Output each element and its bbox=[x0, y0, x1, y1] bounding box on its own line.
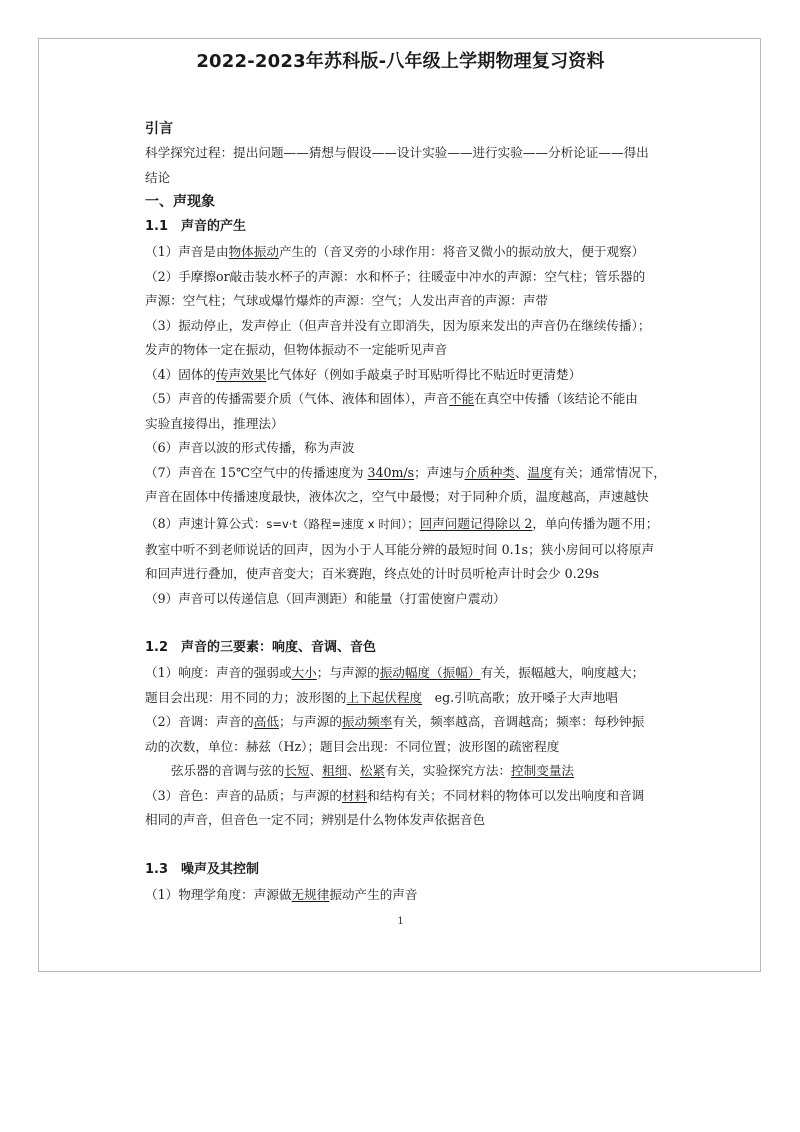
text-line: 实验直接得出，推理法） bbox=[145, 415, 284, 431]
text-span: ；声速与 bbox=[414, 464, 465, 480]
text-span: 、 bbox=[514, 464, 528, 480]
text-span: （1）响度：声音的强弱或 bbox=[145, 665, 292, 680]
text-span: 在真空中传播（该结论不能由 bbox=[474, 391, 638, 406]
text-span: （1）物理学角度：声源做 bbox=[145, 886, 292, 902]
text-span: 题目会出现：用不同的力；波形图的 bbox=[145, 689, 347, 705]
text-span: 有关，频率越高，音调越高；频率：每秒钟振 bbox=[392, 714, 645, 729]
text-span: ，单向传播为题不用； bbox=[532, 515, 659, 531]
underlined-term: 回声问题记得除以 2 bbox=[419, 515, 533, 531]
text-line: 发声的物体一定在振动，但物体振动不一定能听见声音 bbox=[145, 342, 448, 357]
text-line bbox=[145, 784, 705, 809]
text-span: 有关；通常情况下， bbox=[552, 464, 667, 480]
underlined-term: 物体振动 bbox=[228, 244, 279, 259]
document-page bbox=[38, 38, 761, 972]
text-line: （6）声音以波的形式传播，称为声波 bbox=[145, 440, 355, 455]
underlined-term: 松紧 bbox=[359, 763, 386, 778]
text-line bbox=[145, 661, 705, 686]
text-span: （4）固体的 bbox=[145, 366, 216, 382]
spacer bbox=[145, 611, 705, 635]
text-span: 产生的（音叉旁的小球作用：将音叉微小的振动放大，便于观察） bbox=[278, 244, 645, 259]
document-title: 2022-2023年苏科版-八年级上学期物理复习资料 bbox=[196, 51, 605, 72]
text-line bbox=[145, 240, 705, 265]
text-span: ；与声源的 bbox=[278, 714, 342, 729]
text-line bbox=[145, 883, 705, 908]
chapter-heading: 一、声现象 bbox=[145, 194, 215, 210]
text-span: 有关，实验探究方法： bbox=[385, 763, 512, 778]
text-line: （9）声音可以传递信息（回声测距）和能量（打雷使窗户震动） bbox=[145, 590, 506, 606]
underlined-term: 无规律 bbox=[291, 886, 330, 902]
underlined-term: 高低 bbox=[253, 714, 279, 729]
text-line: （3）振动停止，发声停止（但声音并没有立即消失，因为原来发出的声音仍在继续传播）； bbox=[145, 317, 651, 333]
section-heading-1-1: 1.1 声音的产生 bbox=[145, 219, 247, 234]
text-line bbox=[145, 363, 705, 388]
underlined-term: 温度 bbox=[527, 464, 553, 480]
formula-text: s=v·t（路程=速度 x 时间） bbox=[266, 516, 407, 531]
text-line bbox=[145, 387, 705, 412]
underlined-term: 振动频率 bbox=[341, 714, 393, 729]
document-body bbox=[145, 117, 705, 907]
underlined-term: 不能 bbox=[448, 391, 475, 406]
text-line bbox=[145, 461, 705, 486]
underlined-term: 介质种类 bbox=[464, 464, 515, 480]
intro-line: 结论 bbox=[145, 169, 171, 185]
text-span: 、 bbox=[347, 763, 360, 778]
text-span: （2）音调：声音的 bbox=[145, 714, 254, 729]
underlined-term: 340m/s bbox=[367, 464, 415, 480]
text-span: ； bbox=[406, 515, 420, 531]
underlined-term: 上下起伏程度 bbox=[346, 689, 423, 705]
section-heading-1-2: 1.2 声音的三要素：响度、音调、音色 bbox=[145, 640, 377, 655]
text-line: 动的次数，单位：赫兹（Hz）；题目会出现：不同位置；波形图的疏密程度 bbox=[145, 738, 560, 754]
text-line: 教室中听不到老师说话的回声，因为小于人耳能分辨的最短时间 0.1s；狭小房间可以将原声 bbox=[145, 541, 655, 557]
underlined-term: 长短 bbox=[284, 763, 310, 778]
text-span: 、 bbox=[309, 763, 323, 778]
section-heading-1-3: 1.3 噪声及其控制 bbox=[145, 861, 260, 877]
text-span: （5）声音的传播需要介质（气体、液体和固体），声音 bbox=[145, 391, 449, 406]
underlined-term: 控制变量法 bbox=[511, 763, 574, 778]
page-number: 1 bbox=[397, 916, 404, 927]
intro-line: 科学探究过程：提出问题——猜想与假设——设计实验——进行实验——分析论证——得出 bbox=[145, 145, 649, 160]
text-line bbox=[145, 686, 705, 711]
underlined-term: 材料 bbox=[341, 787, 368, 803]
underlined-term: 传声效果 bbox=[215, 366, 267, 382]
intro-heading: 引言 bbox=[145, 121, 173, 137]
text-span: （3）音色：声音的品质；与声源的 bbox=[145, 787, 342, 803]
text-line bbox=[145, 759, 705, 784]
text-span: 比气体好（例如手敲桌子时耳贴听得比不贴近时更清楚） bbox=[266, 366, 582, 382]
text-line bbox=[145, 510, 705, 538]
text-line: （2）手摩擦or敲击装水杯子的声源：水和杯子；往暖壶中冲水的声源：空气柱；管乐器的 bbox=[145, 268, 646, 284]
text-span: 和结构有关；不同材料的物体可以发出响度和音调 bbox=[367, 787, 645, 803]
text-span: 有关，振幅越大，响度越大； bbox=[480, 665, 645, 680]
spacer bbox=[145, 833, 705, 857]
underlined-term: 振动幅度（振幅） bbox=[379, 665, 481, 680]
text-span: 振动产生的声音 bbox=[329, 886, 418, 902]
text-span: ；与声源的 bbox=[316, 665, 380, 680]
text-span: （8）声速计算公式： bbox=[145, 515, 267, 531]
underlined-term: 粗细 bbox=[322, 763, 348, 778]
text-line: 声源：空气柱；气球或爆竹爆炸的声源：空气；人发出声音的声源：声带 bbox=[145, 293, 548, 308]
text-span: （1）声音是由 bbox=[145, 244, 229, 259]
text-span: eg.引吭高歌；放开嗓子大声地唱 bbox=[422, 689, 618, 705]
text-span: 弦乐器的音调与弦的 bbox=[171, 763, 285, 778]
text-line: 和回声进行叠加，使声音变大；百米赛跑，终点处的计时员听枪声计时会少 0.29s bbox=[145, 566, 600, 581]
text-span: （7）声音在 15℃空气中的传播速度为 bbox=[145, 464, 368, 480]
underlined-term: 大小 bbox=[291, 665, 317, 680]
text-line bbox=[145, 710, 705, 735]
text-line: 相同的声音，但音色一定不同；辨别是什么物体发声依据音色 bbox=[145, 812, 486, 827]
text-line: 声音在固体中传播速度最快，液体次之，空气中最慢；对于同种介质，温度越高，声速越快 bbox=[145, 489, 649, 504]
